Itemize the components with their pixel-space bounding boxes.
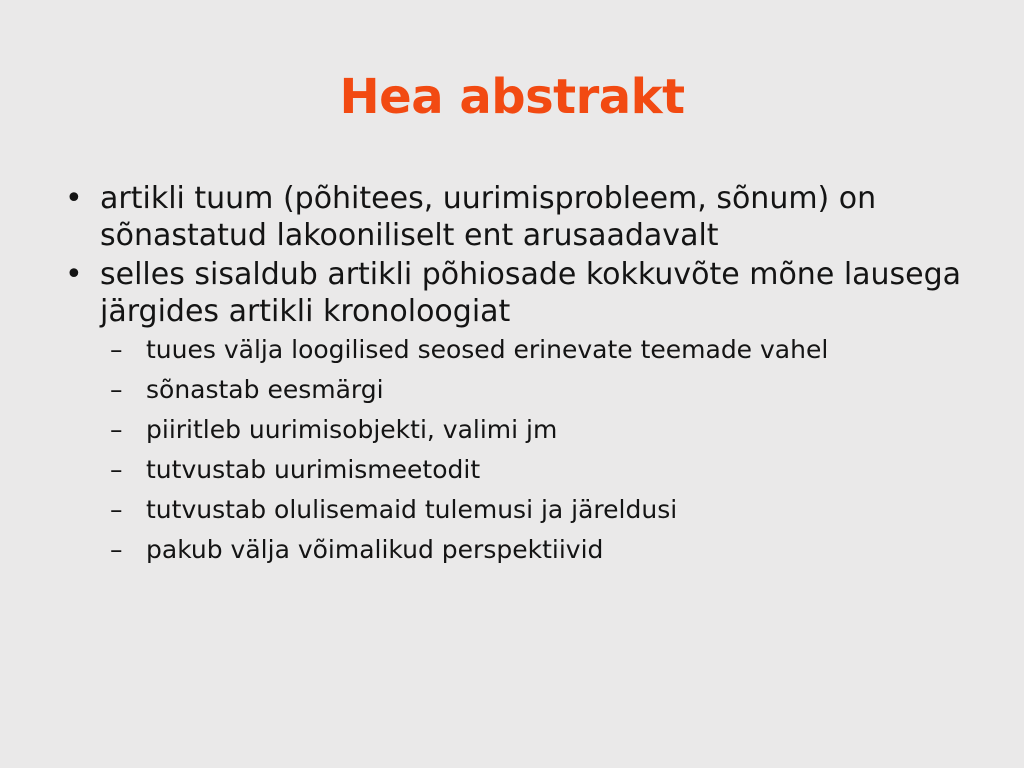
sub-bullet-text: tutvustab uurimismeetodit <box>146 455 481 484</box>
bullet-marker: • <box>65 181 83 216</box>
dash-marker: – <box>110 535 123 564</box>
bullet-text: artikli tuum (põhitees, uurimisprobleem, sõnum) on sõnastatud lakooniliselt ent arusaadavalt <box>100 181 877 253</box>
dash-marker: – <box>110 335 123 364</box>
sub-bullet-item <box>100 374 962 405</box>
slide-title: Hea abstrakt <box>339 69 685 125</box>
sub-bullet-item <box>100 334 962 365</box>
bullet-item-core <box>62 180 962 254</box>
sub-bullet-text: pakub välja võimalikud perspektiivid <box>146 535 604 564</box>
sub-bullet-text: sõnastab eesmärgi <box>146 375 384 404</box>
sub-bullet-text: piiritleb uurimisobjekti, valimi jm <box>146 415 558 444</box>
sub-bullet-item <box>100 494 962 525</box>
dash-marker: – <box>110 415 123 444</box>
sub-bullet-list <box>100 334 962 565</box>
sub-bullet-item <box>100 414 962 445</box>
bullet-marker: • <box>65 257 83 292</box>
bullet-text: selles sisaldub artikli põhiosade kokkuvõte mõne lausega järgides artikli kronoloogiat <box>100 257 962 329</box>
bullet-list <box>62 180 962 574</box>
bullet-item-summary <box>62 256 962 565</box>
sub-bullet-text: tutvustab olulisemaid tulemusi ja järeldusi <box>146 495 678 524</box>
sub-bullet-item <box>100 454 962 485</box>
sub-bullet-item <box>100 534 962 565</box>
dash-marker: – <box>110 375 123 404</box>
dash-marker: – <box>110 495 123 524</box>
sub-bullet-text: tuues välja loogilised seosed erinevate teemade vahel <box>146 335 829 364</box>
dash-marker: – <box>110 455 123 484</box>
